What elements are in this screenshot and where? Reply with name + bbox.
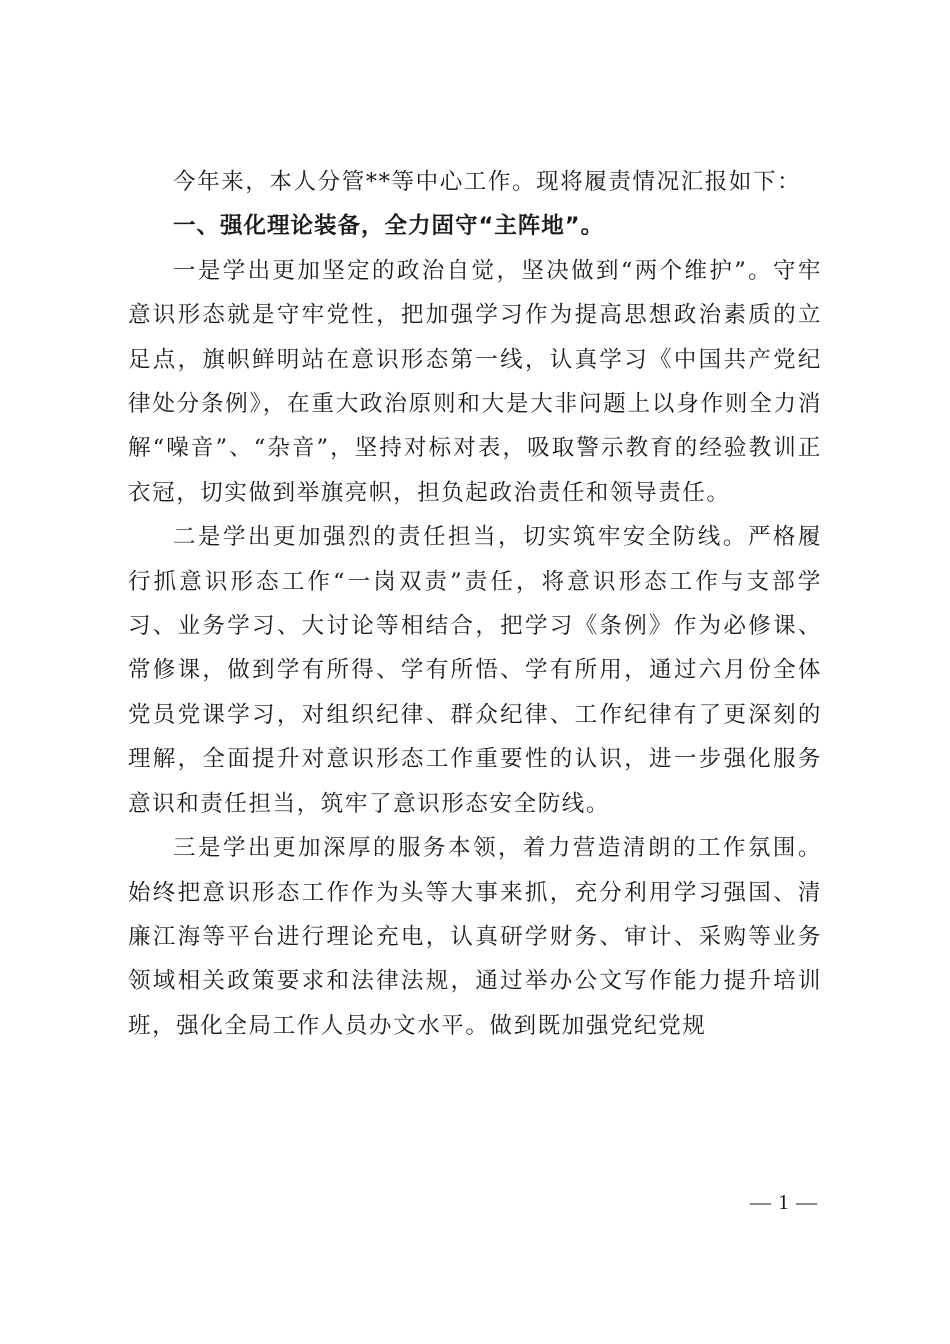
paragraph-1: 一是学出更加坚定的政治自觉，坚决做到“两个维护”。守牢意识形态就是守牢党性，把加强学习作为提高思想政治素质的立足点，旗帜鲜明站在意识形态第一线，认真学习《中国共产党纪律处分条例》，在重大政治原则和大是大非问题上以身作则全力消解“噪音”、“杂音”，坚持对标对表，吸取警示教育的经验教训正衣冠，切实做到举旗亮帜，担负起政治责任和领导责任。: [128, 257, 822, 506]
paragraph-2: 二是学出更加强烈的责任担当，切实筑牢安全防线。严格履行抓意识形态工作“一岗双责”责任，将意识形态工作与支部学习、业务学习、大讨论等相结合，把学习《条例》作为必修课、常修课，做到学有所得、学有所悟、学有所用，通过六月份全体党员党课学习，对组织纪律、群众纪律、工作纪律有了更深刻的理解，全面提升对意识形态工作重要性的认识，进一步强化服务意识和责任担当，筑牢了意识形态安全防线。: [128, 524, 822, 817]
page-number: — 1 —: [750, 1190, 818, 1214]
document-body: [128, 160, 822, 1048]
intro-paragraph: 今年来，本人分管**等中心工作。现将履责情况汇报如下：: [173, 169, 802, 195]
paragraph-3: 三是学出更加深厚的服务本领，着力营造清朗的工作氛围。始终把意识形态工作作为头等大事来抓，充分利用学习强国、清廉江海等平台进行理论充电，认真研学财务、审计、采购等业务领域相关政策要求和法律法规，通过举办公文写作能力提升培训班，强化全局工作人员办文水平。做到既加强党纪党规: [128, 835, 822, 1039]
section-heading: 一、强化理论装备，全力固守“主阵地”。: [173, 213, 605, 240]
